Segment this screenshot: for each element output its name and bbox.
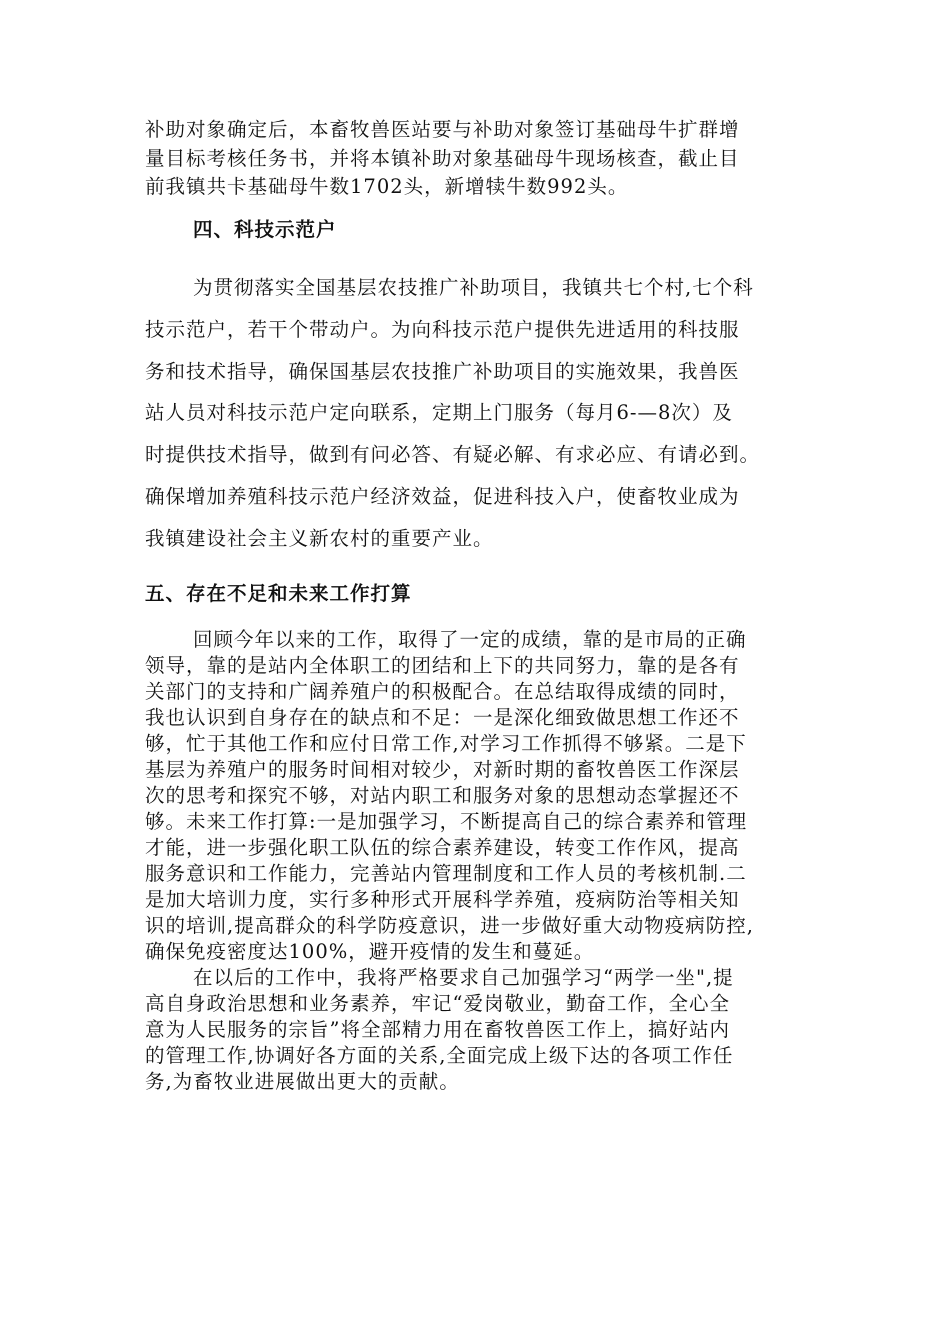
paragraph-line: 够，忙于其他工作和应付日常工作,对学习工作抓得不够紧。二是下 <box>145 732 747 755</box>
paragraph-line: 关部门的支持和广阔养殖户的积极配合。在总结取得成绩的同时， <box>145 680 740 703</box>
paragraph-line: 领导，靠的是站内全体职工的团结和上下的共同努力，靠的是各有 <box>145 654 740 677</box>
paragraph-line: 务和技术指导，确保国基层农技推广补助项目的实施效果，我兽医 <box>145 360 740 383</box>
paragraph-line: 够。未来工作打算:一是加强学习，不断提高自己的综合素养和管理 <box>145 810 748 833</box>
paragraph-line: 我镇建设社会主义新农村的重要产业。 <box>145 527 494 550</box>
paragraph-line: 是加大培训力度，实行多种形式开展科学养殖，疫病防治等相关知 <box>145 888 740 911</box>
paragraph-line: 在以后的工作中，我将严格要求自己加强学习“两学一坐",提 <box>193 966 734 989</box>
paragraph-line: 站人员对科技示范户定向联系，定期上门服务（每月6-—8次）及 <box>145 401 733 424</box>
paragraph-line: 的管理工作,协调好各方面的关系,全面完成上级下达的各项工作任 <box>145 1044 734 1067</box>
section-heading-4: 四、科技示范户 <box>193 218 337 241</box>
paragraph-line: 回顾今年以来的工作，取得了一定的成绩，靠的是市局的正确 <box>193 628 747 651</box>
paragraph-line: 时提供技术指导，做到有问必答、有疑必解、有求必应、有请必到。 <box>145 443 761 466</box>
paragraph-line: 量目标考核任务书，并将本镇补助对象基础母牛现场核查，截止目 <box>145 147 740 170</box>
section-heading-5: 五、存在不足和未来工作打算 <box>145 582 412 605</box>
paragraph-line: 次的思考和探究不够，对站内职工和服务对象的思想动态掌握还不 <box>145 784 740 807</box>
paragraph-line: 确保增加养殖科技示范户经济效益，促进科技入户，使畜牧业成为 <box>145 485 740 508</box>
paragraph-line: 意为人民服务的宗旨”将全部精力用在畜牧兽医工作上，搞好站内 <box>145 1018 730 1041</box>
paragraph-line: 补助对象确定后，本畜牧兽医站要与补助对象签订基础母牛扩群增 <box>145 118 740 141</box>
paragraph-line: 为贯彻落实全国基层农技推广补助项目，我镇共七个村,七个科 <box>193 276 754 299</box>
paragraph-line: 我也认识到自身存在的缺点和不足：一是深化细致做思想工作还不 <box>145 706 740 729</box>
paragraph-line: 前我镇共卡基础母牛数1702头，新增犊牛数992头。 <box>145 175 629 198</box>
paragraph-line: 才能，进一步强化职工队伍的综合素养建设，转变工作作风，提高 <box>145 836 740 859</box>
paragraph-line: 技示范户，若干个带动户。为向科技示范户提供先进适用的科技服 <box>145 318 740 341</box>
paragraph-line: 高自身政治思想和业务素养，牢记“爱岗敬业，勤奋工作，全心全 <box>145 992 730 1015</box>
paragraph-line: 基层为养殖户的服务时间相对较少，对新时期的畜牧兽医工作深层 <box>145 758 740 781</box>
paragraph-line: 服务意识和工作能力，完善站内管理制度和工作人员的考核机制.二 <box>145 862 747 885</box>
paragraph-line: 务,为畜牧业进展做出更大的贡献。 <box>145 1070 460 1093</box>
paragraph-line: 确保免疫密度达100%，避开疫情的发生和蔓延。 <box>145 940 595 963</box>
paragraph-line: 识的培训,提高群众的科学防疫意识，进一步做好重大动物疫病防控, <box>145 914 754 937</box>
